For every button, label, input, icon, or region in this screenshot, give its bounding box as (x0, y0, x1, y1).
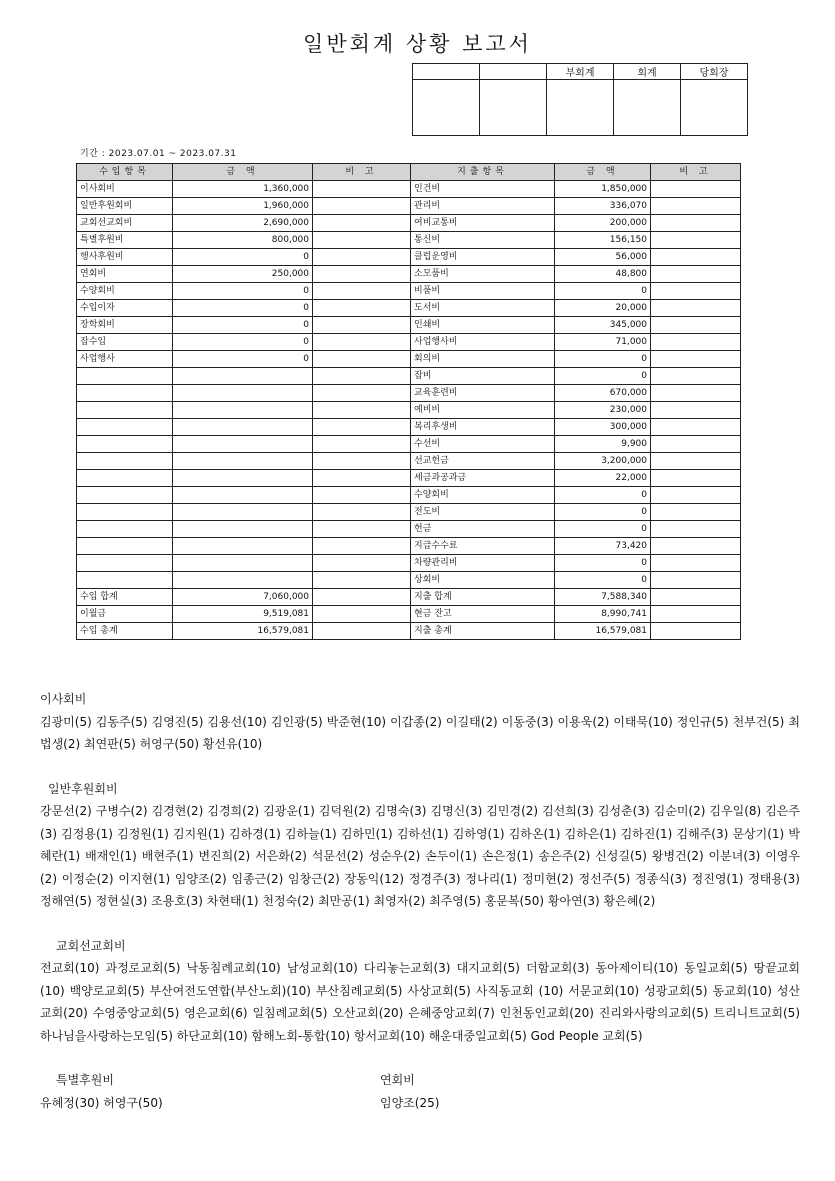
income-amount: 2,690,000 (173, 215, 313, 232)
income-item (77, 538, 173, 555)
income-note (313, 470, 411, 487)
income-item (77, 402, 173, 419)
header-expense-amount: 금 액 (555, 164, 651, 181)
income-item (77, 521, 173, 538)
income-amount (173, 470, 313, 487)
expense-amount: 0 (555, 555, 651, 572)
income-amount: 250,000 (173, 266, 313, 283)
expense-item: 여비교통비 (411, 215, 555, 232)
expense-amount: 200,000 (555, 215, 651, 232)
expense-note (651, 606, 741, 623)
expense-amount: 0 (555, 521, 651, 538)
approval-signature-cell (480, 80, 547, 136)
income-note (313, 402, 411, 419)
expense-item: 소모품비 (411, 266, 555, 283)
income-note (313, 249, 411, 266)
expense-item: 세금과공과금 (411, 470, 555, 487)
expense-item: 수선비 (411, 436, 555, 453)
expense-note (651, 283, 741, 300)
header-income-amount: 금 액 (173, 164, 313, 181)
income-amount: 16,579,081 (173, 623, 313, 640)
approval-signature-cell (547, 80, 614, 136)
income-amount (173, 538, 313, 555)
expense-item: 차량관리비 (411, 555, 555, 572)
income-note (313, 572, 411, 589)
expense-note (651, 402, 741, 419)
income-item: 이월금 (77, 606, 173, 623)
income-note (313, 385, 411, 402)
expense-note (651, 317, 741, 334)
income-item (77, 385, 173, 402)
expense-amount: 0 (555, 487, 651, 504)
expense-item: 잡비 (411, 368, 555, 385)
income-item (77, 436, 173, 453)
income-note (313, 317, 411, 334)
income-item: 장학회비 (77, 317, 173, 334)
expense-item: 교육훈련비 (411, 385, 555, 402)
ledger-row (77, 249, 741, 266)
income-item: 교회선교회비 (77, 215, 173, 232)
expense-item: 지출 총계 (411, 623, 555, 640)
income-note (313, 504, 411, 521)
approval-box (412, 63, 748, 136)
ledger-row (77, 334, 741, 351)
special-support-title: 특별후원비 (56, 1073, 114, 1087)
income-note (313, 334, 411, 351)
expense-amount: 345,000 (555, 317, 651, 334)
expense-item: 인건비 (411, 181, 555, 198)
income-note (313, 232, 411, 249)
expense-note (651, 572, 741, 589)
ledger-row (77, 181, 741, 198)
income-amount: 0 (173, 300, 313, 317)
approval-signature-cell (614, 80, 681, 136)
expense-item: 인쇄비 (411, 317, 555, 334)
income-note (313, 368, 411, 385)
income-item: 일반후원회비 (77, 198, 173, 215)
ledger-row (77, 351, 741, 368)
income-note (313, 181, 411, 198)
expense-amount: 71,000 (555, 334, 651, 351)
ledger-row (77, 283, 741, 300)
church-mission-list: 전교회(10) 과정로교회(5) 낙동침례교회(10) 남성교회(10) 다리놓는교회(3) 대지교회(5) 더함교회(3) 동아제이티(10) 동일교회(5) 땅끝교회(10) 백양로교회(5) 부산여전도연합(부산노회)(10) 부산침례교회(5) 사상교회(5) 사직동교회 (10) 서문교회(10) 성광교회(5) 동교회(10) 성산교회(20) 수영중앙교회(5) 영은교회(6) 일침례교회(5) 오산교회(20) 은혜중앙교회(7) 인천동인교회(20) 진리와사랑의교회(5) 트리니트교회(5) 하나님을사랑하는모임(5) 하단교회(10) 함해노회-통합(10) 항서교회(10) 해운대중일교회(5) God People 교회(5) (40, 961, 800, 1043)
report-period: 기간 : 2023.07.01 ~ 2023.07.31 (80, 149, 237, 159)
expense-amount: 0 (555, 351, 651, 368)
ledger-row (77, 317, 741, 334)
income-amount: 800,000 (173, 232, 313, 249)
expense-note (651, 419, 741, 436)
expense-amount: 73,420 (555, 538, 651, 555)
annual-fee-list: 임양조(25) (380, 1095, 440, 1110)
expense-item: 복리후생비 (411, 419, 555, 436)
expense-note (651, 521, 741, 538)
expense-item: 클럽운영비 (411, 249, 555, 266)
board-fee-title: 이사회비 (40, 692, 87, 706)
income-amount (173, 521, 313, 538)
header-income-item: 수입항목 (77, 164, 173, 181)
approval-signature-cell (681, 80, 748, 136)
expense-note (651, 249, 741, 266)
expense-item: 예비비 (411, 402, 555, 419)
income-note (313, 215, 411, 232)
expense-amount: 20,000 (555, 300, 651, 317)
income-amount (173, 453, 313, 470)
expense-note (651, 351, 741, 368)
ledger-row (77, 436, 741, 453)
expense-item: 통신비 (411, 232, 555, 249)
expense-note (651, 385, 741, 402)
expense-amount: 22,000 (555, 470, 651, 487)
income-note (313, 453, 411, 470)
expense-item: 현금 잔고 (411, 606, 555, 623)
expense-note (651, 198, 741, 215)
income-amount (173, 555, 313, 572)
income-note (313, 606, 411, 623)
expense-item: 선교헌금 (411, 453, 555, 470)
expense-note (651, 470, 741, 487)
income-amount: 1,360,000 (173, 181, 313, 198)
expense-item: 사업행사비 (411, 334, 555, 351)
income-note (313, 589, 411, 606)
ledger-row (77, 606, 741, 623)
expense-amount: 9,900 (555, 436, 651, 453)
income-item: 수입 총계 (77, 623, 173, 640)
ledger-row (77, 589, 741, 606)
ledger-row (77, 521, 741, 538)
income-amount (173, 572, 313, 589)
board-fee-list: 김광미(5) 김동주(5) 김영진(5) 김용선(10) 김인광(5) 박준현(10) 이갑종(2) 이길태(2) 이동중(3) 이용욱(2) 이태묵(10) 정인규(5) 천부건(5) 최법생(2) 최연판(5) 허영구(50) 황선유(10) (40, 714, 800, 751)
expense-item: 지출 합계 (411, 589, 555, 606)
expense-item: 상회비 (411, 572, 555, 589)
income-amount (173, 436, 313, 453)
expense-amount: 156,150 (555, 232, 651, 249)
expense-item: 비품비 (411, 283, 555, 300)
ledger-row (77, 300, 741, 317)
expense-note (651, 334, 741, 351)
ledger-header-row (77, 164, 741, 181)
income-amount (173, 419, 313, 436)
header-expense-note: 비 고 (651, 164, 741, 181)
ledger-row (77, 487, 741, 504)
income-item: 수양회비 (77, 283, 173, 300)
expense-amount: 670,000 (555, 385, 651, 402)
ledger-row (77, 368, 741, 385)
expense-amount: 8,990,741 (555, 606, 651, 623)
income-note (313, 487, 411, 504)
expense-amount: 230,000 (555, 402, 651, 419)
expense-amount: 0 (555, 572, 651, 589)
income-item (77, 453, 173, 470)
annual-fee-title: 연회비 (380, 1073, 415, 1087)
ledger-row (77, 504, 741, 521)
approval-header (480, 64, 547, 80)
approval-signature-cell (413, 80, 480, 136)
expense-note (651, 232, 741, 249)
income-item: 수입이자 (77, 300, 173, 317)
income-amount: 1,960,000 (173, 198, 313, 215)
income-item (77, 555, 173, 572)
income-amount (173, 368, 313, 385)
income-amount (173, 487, 313, 504)
general-support-title: 일반후원회비 (48, 781, 118, 796)
expense-item: 헌금 (411, 521, 555, 538)
expense-note (651, 368, 741, 385)
expense-note (651, 538, 741, 555)
income-note (313, 198, 411, 215)
expense-amount: 7,588,340 (555, 589, 651, 606)
expense-amount: 3,200,000 (555, 453, 651, 470)
expense-amount: 56,000 (555, 249, 651, 266)
ledger-row (77, 470, 741, 487)
expense-item: 수양회비 (411, 487, 555, 504)
expense-amount: 16,579,081 (555, 623, 651, 640)
income-amount: 9,519,081 (173, 606, 313, 623)
income-item (77, 419, 173, 436)
ledger-row (77, 402, 741, 419)
expense-amount: 336,070 (555, 198, 651, 215)
income-amount: 0 (173, 351, 313, 368)
income-amount (173, 402, 313, 419)
expense-note (651, 215, 741, 232)
ledger-row (77, 555, 741, 572)
ledger-table (76, 163, 741, 640)
ledger-row (77, 266, 741, 283)
approval-header (413, 64, 480, 80)
income-note (313, 300, 411, 317)
income-item (77, 504, 173, 521)
income-item: 연회비 (77, 266, 173, 283)
income-note (313, 623, 411, 640)
income-note (313, 283, 411, 300)
income-item: 특별후원비 (77, 232, 173, 249)
expense-note (651, 266, 741, 283)
income-amount: 0 (173, 317, 313, 334)
income-item: 이사회비 (77, 181, 173, 198)
income-amount: 0 (173, 334, 313, 351)
ledger-row (77, 198, 741, 215)
expense-note (651, 300, 741, 317)
header-income-note: 비 고 (313, 164, 411, 181)
income-note (313, 521, 411, 538)
ledger-row (77, 453, 741, 470)
ledger-row (77, 538, 741, 555)
expense-item: 회의비 (411, 351, 555, 368)
income-item: 행사후원비 (77, 249, 173, 266)
expense-note (651, 504, 741, 521)
approval-header: 부회계 (547, 64, 614, 80)
expense-note (651, 453, 741, 470)
header-expense-item: 지출항목 (411, 164, 555, 181)
ledger-row (77, 419, 741, 436)
expense-item: 전도비 (411, 504, 555, 521)
approval-header: 회계 (614, 64, 681, 80)
income-amount (173, 504, 313, 521)
income-note (313, 351, 411, 368)
income-item (77, 368, 173, 385)
church-mission-title: 교회선교회비 (56, 938, 126, 953)
expense-note (651, 555, 741, 572)
ledger-row (77, 623, 741, 640)
income-item (77, 487, 173, 504)
income-item (77, 572, 173, 589)
income-amount (173, 385, 313, 402)
income-item: 사업행사 (77, 351, 173, 368)
expense-item: 지급수수료 (411, 538, 555, 555)
income-amount: 7,060,000 (173, 589, 313, 606)
expense-amount: 300,000 (555, 419, 651, 436)
expense-amount: 0 (555, 368, 651, 385)
income-note (313, 419, 411, 436)
ledger-row (77, 215, 741, 232)
expense-amount: 0 (555, 283, 651, 300)
income-amount: 0 (173, 249, 313, 266)
ledger-row (77, 572, 741, 589)
expense-note (651, 487, 741, 504)
expense-note (651, 181, 741, 198)
expense-amount: 48,800 (555, 266, 651, 283)
expense-note (651, 623, 741, 640)
expense-note (651, 436, 741, 453)
income-note (313, 436, 411, 453)
special-support-list: 유혜정(30) 허영구(50) (40, 1095, 163, 1110)
income-note (313, 266, 411, 283)
expense-item: 관리비 (411, 198, 555, 215)
general-support-list: 강문선(2) 구병수(2) 김경현(2) 김경희(2) 김광운(1) 김덕원(2) 김명숙(3) 김명신(3) 김민경(2) 김선희(3) 김성춘(3) 김순미(2) 김우일(8) 김은주(3) 김정용(1) 김정원(1) 김지원(1) 김하경(1) 김하늘(1) 김하민(1) 김하선(1) 김하영(1) 김하온(1) 김하은(1) 김하진(1) 김해주(3) 문상기(1) 박혜란(1) 배재인(1) 배현주(1) 변진희(2) 서은화(2) 석문선(2) 성순우(2) 손두이(1) 손은정(1) 송은주(2) 신성길(5) 왕병건(2) 이분녀(3) 이영우(2) 이정순(2) 이지현(1) 임양조(2) 임종근(2) 임창근(2) 장동익(12) 정경주(3) 정나리(1) 정미현(2) 정선주(5) 정종식(3) 정진영(1) 정태용(3) 정해연(5) 정현실(3) 조용호(3) 차현태(1) 천정숙(2) 최만공(1) 최영자(2) 최주영(5) 홍문복(50) 황아연(3) 황은혜(2) (40, 804, 800, 908)
income-note (313, 538, 411, 555)
ledger-row (77, 232, 741, 249)
income-amount: 0 (173, 283, 313, 300)
report-title: 일반회계 상황 보고서 (303, 32, 532, 56)
approval-header: 당회장 (681, 64, 748, 80)
expense-amount: 1,850,000 (555, 181, 651, 198)
income-note (313, 555, 411, 572)
income-item: 잡수입 (77, 334, 173, 351)
ledger-row (77, 385, 741, 402)
expense-note (651, 589, 741, 606)
income-item: 수입 합계 (77, 589, 173, 606)
income-item (77, 470, 173, 487)
expense-item: 도서비 (411, 300, 555, 317)
expense-amount: 0 (555, 504, 651, 521)
donor-notes (40, 688, 800, 1114)
ledger-body (77, 164, 741, 640)
